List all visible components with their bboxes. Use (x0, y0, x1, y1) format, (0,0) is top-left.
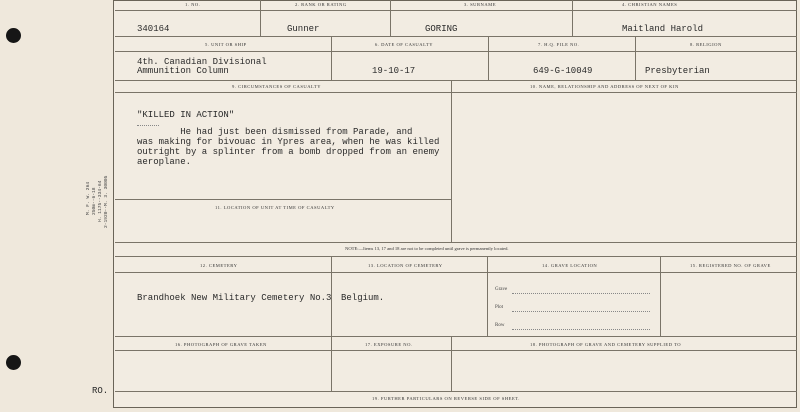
note-text: NOTE:—Items 13, 17 and 18 are not to be completed until grave is permanently located. (345, 246, 509, 251)
christian-names: Maitland Harold (622, 24, 704, 34)
unit-line-1: 4th. Canadian Divisional (137, 57, 267, 67)
cemetery-location: Belgium. (341, 293, 385, 303)
label-next-of-kin: 10. NAME, RELATIONSHIP AND ADDRESS OF NEXT OF KIN (530, 84, 679, 89)
label-date: 6. DATE OF CASUALTY (375, 42, 434, 47)
form-code-line-1: M. F. W. 264 (86, 181, 91, 215)
label-file-no: 7. H.Q. FILE NO. (538, 42, 580, 47)
plot-sub-label: Plot (495, 305, 504, 310)
label-circumstances: 9. CIRCUMSTANCES OF CASUALTY (232, 84, 322, 89)
label-photograph-supplied: 18. PHOTOGRAPH OF GRAVE AND CEMETERY SUPPLIED TO (530, 342, 682, 347)
cemetery-name: Brandhoek New Military Cemetery No.3 (137, 293, 332, 303)
heading-underline (137, 125, 159, 126)
label-registered-no: 15. REGISTERED NO. OF GRAVE (690, 263, 771, 268)
circumstances-line-1: He had just been dismissed from Parade, and (137, 127, 413, 137)
form-code-line-3: H. 1175--334-64 (98, 180, 103, 222)
form-code-line-4: 2-1920--M. 3. 30005 (104, 175, 109, 228)
circumstances-line-2: was making for bivouac in Ypres area, when he was killed (137, 137, 440, 147)
punch-hole-bottom (6, 355, 21, 370)
punch-hole-top (6, 28, 21, 43)
hq-file-no: 649-G-10049 (533, 66, 593, 76)
label-location-of-unit: 11. LOCATION OF UNIT AT TIME OF CASUALTY (215, 205, 335, 210)
religion: Presbyterian (645, 66, 710, 76)
label-christian-names: 4. CHRISTIAN NAMES (622, 2, 678, 7)
date-of-casualty: 19-10-17 (372, 66, 416, 76)
service-number: 340164 (137, 24, 170, 34)
label-exposure-no: 17. EXPOSURE NO. (365, 342, 413, 347)
circumstances-line-4: aeroplane. (137, 157, 192, 167)
form-code-line-2: 250m--6-18 (92, 187, 97, 215)
circumstances-line-3: outright by a splinter from a bomb dropped from an enemy (137, 147, 440, 157)
label-grave-location: 14. GRAVE LOCATION (542, 263, 598, 268)
grave-sub-label: Grave (495, 287, 508, 292)
label-no: 1. NO. (185, 2, 201, 7)
circumstances-heading: "KILLED IN ACTION" (137, 110, 235, 120)
row-sub-label: Row (495, 323, 505, 328)
label-rank: 2. RANK OR RATING (295, 2, 347, 7)
ro-label: RO. (92, 386, 109, 396)
footer-text: 19. FURTHER PARTICULARS ON REVERSE SIDE OF SHEET. (372, 396, 520, 401)
label-location-of-cemetery: 13. LOCATION OF CEMETERY (368, 263, 443, 268)
label-photograph-taken: 16. PHOTOGRAPH OF GRAVE TAKEN (175, 342, 267, 347)
surname: GORING (425, 24, 458, 34)
rank: Gunner (287, 24, 320, 34)
label-cemetery: 12. CEMETERY (200, 263, 238, 268)
unit-line-2: Ammunition Column (137, 66, 229, 76)
label-unit: 5. UNIT OR SHIP (205, 42, 247, 47)
label-surname: 3. SURNAME (464, 2, 497, 7)
label-religion: 8. RELIGION (690, 42, 722, 47)
